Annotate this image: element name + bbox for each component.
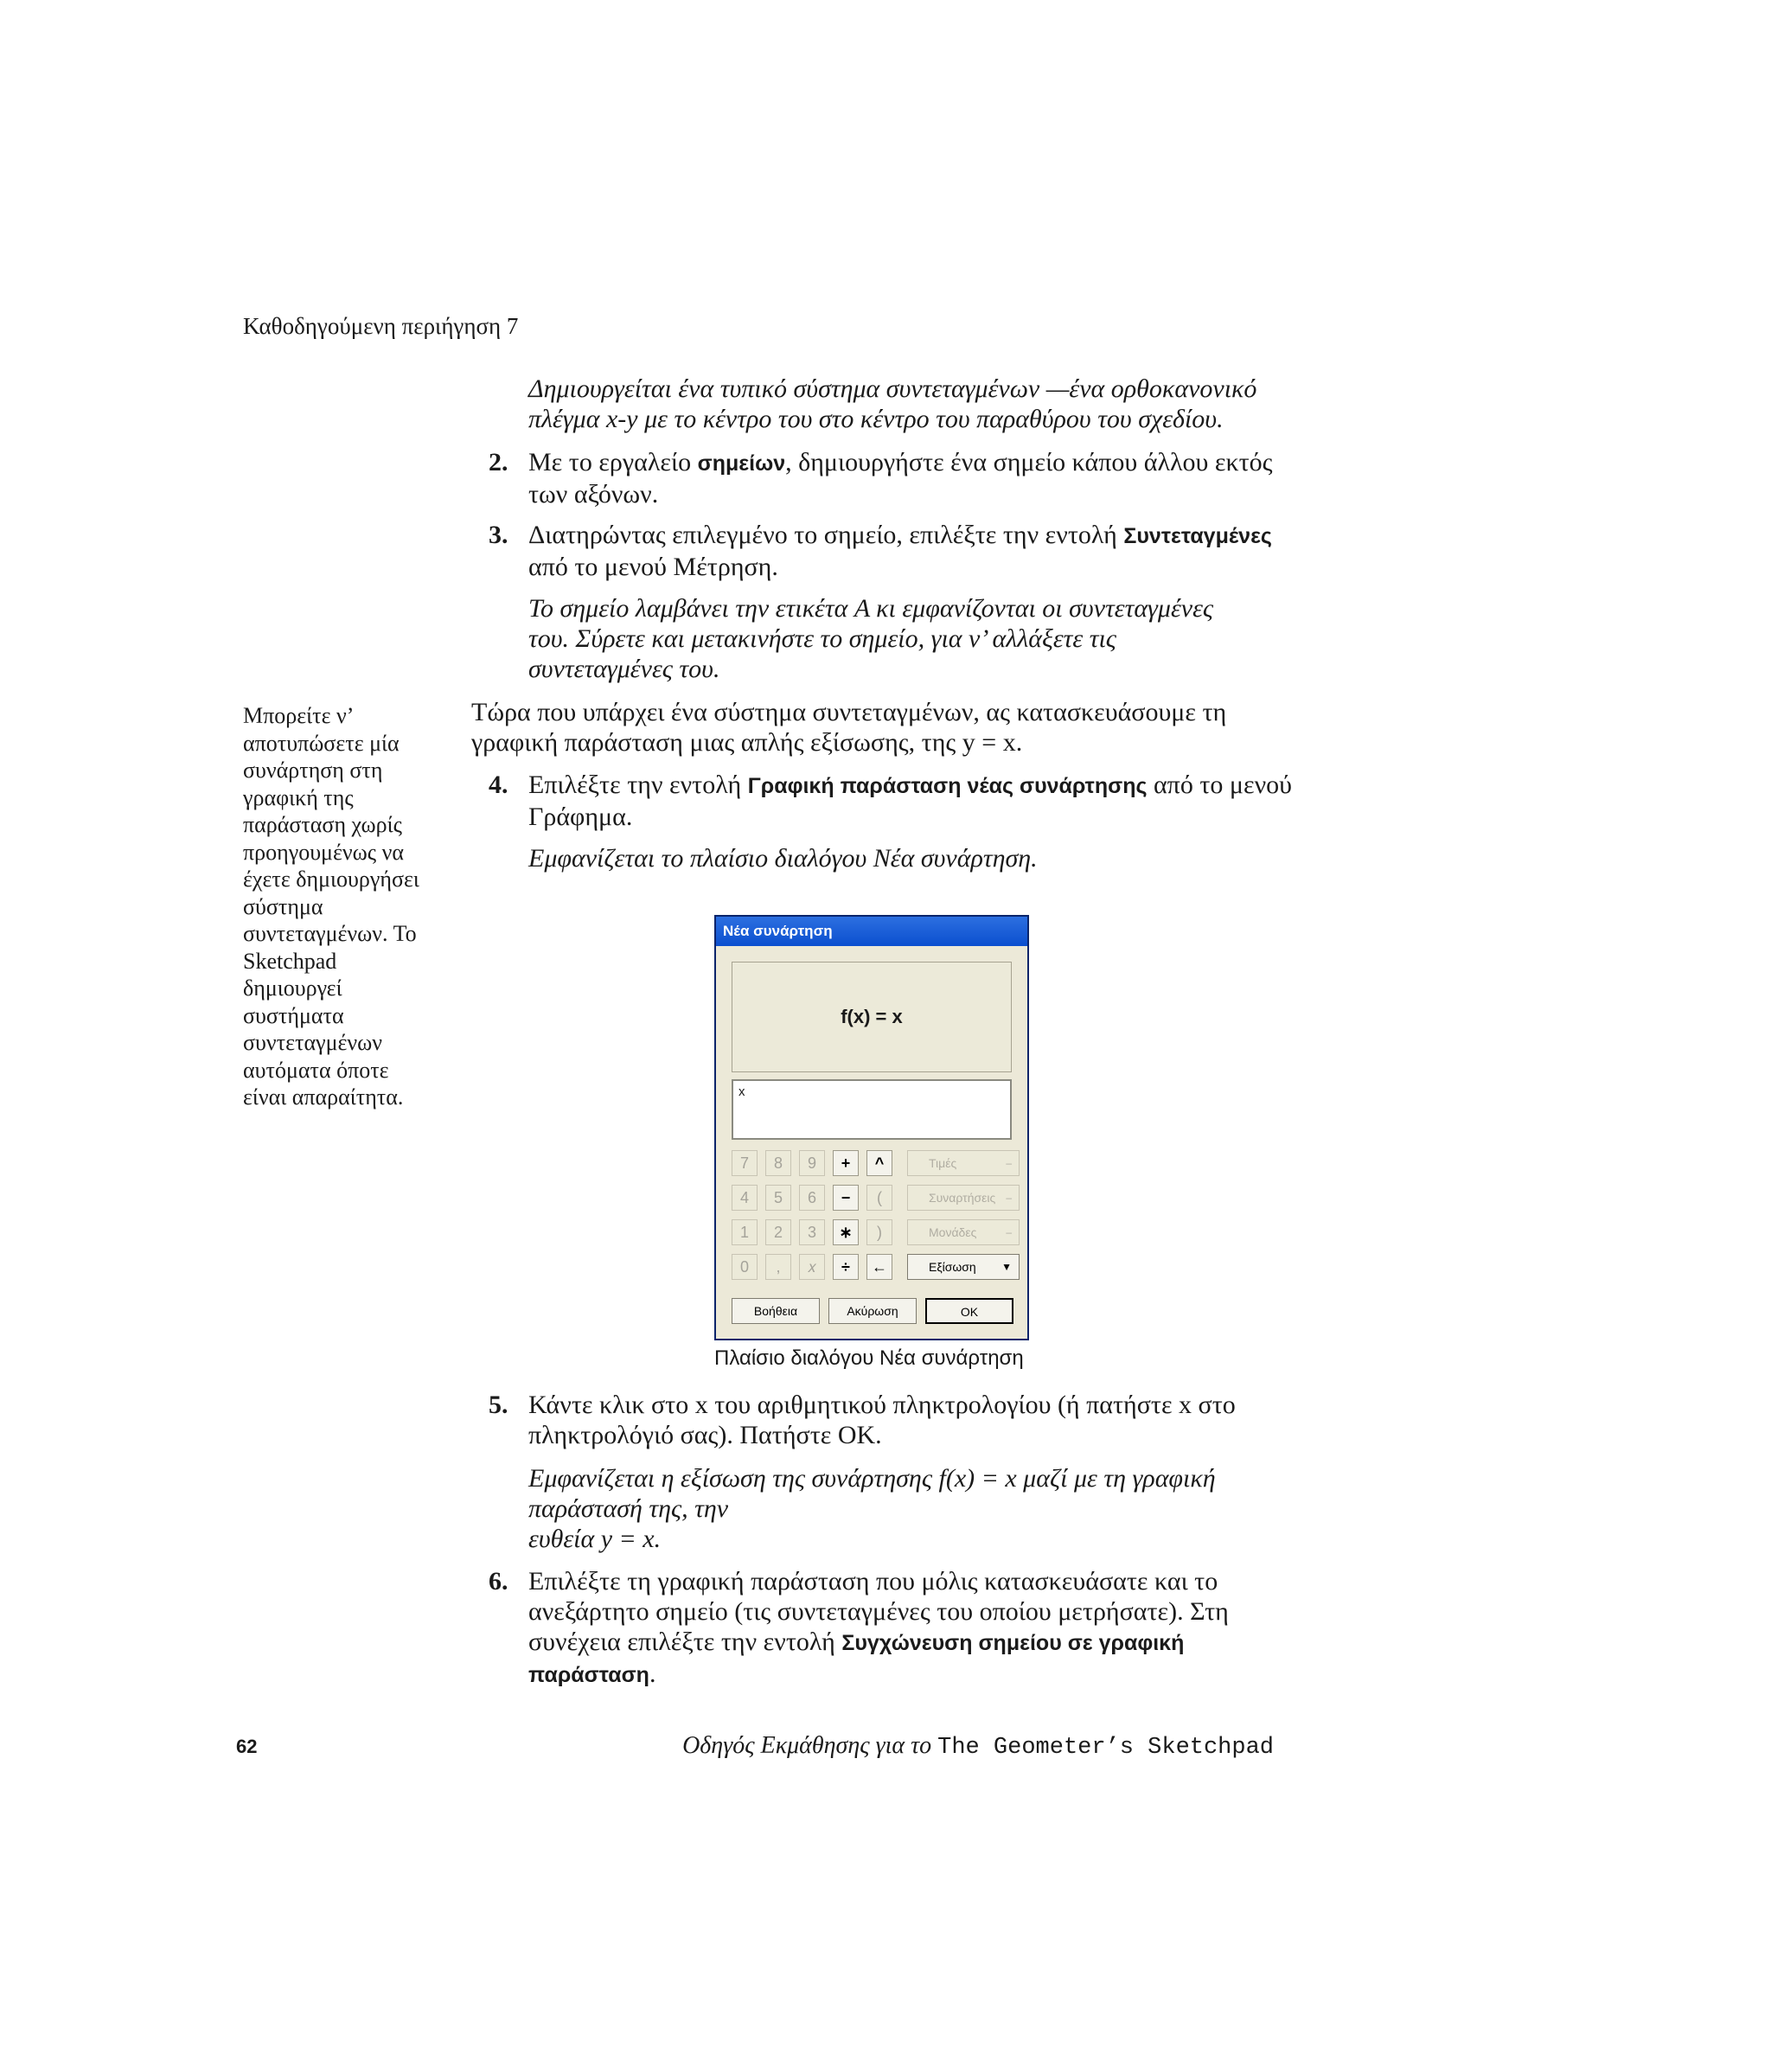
key-2[interactable]: 2 xyxy=(765,1219,791,1245)
key-plus[interactable]: + xyxy=(833,1150,859,1176)
text-line: του. Σύρετε και μετακινήστε το σημείο, για ν’ αλλάξετε τις xyxy=(528,624,1116,653)
units-menu[interactable] xyxy=(907,1219,1020,1245)
result-note-5 xyxy=(528,1463,1289,1554)
help-button[interactable]: Βοήθεια xyxy=(732,1298,820,1324)
text-line: από το μενού Μέτρηση. xyxy=(528,553,778,581)
intro-paragraph xyxy=(471,697,1293,758)
key-power[interactable]: ^ xyxy=(866,1150,892,1176)
command-name: Συγχώνευση σημείου σε γραφική παράσταση xyxy=(528,1631,1185,1687)
text-line: Το σημείο λαμβάνει την ετικέτα A κι εμφανίζονται οι συντεταγμένες xyxy=(528,594,1214,623)
key-4[interactable]: 4 xyxy=(732,1185,758,1211)
margin-line: συντεταγμένων xyxy=(243,1030,383,1055)
command-name: Συντεταγμένες xyxy=(1123,524,1272,548)
margin-line: Sketchpad xyxy=(243,948,337,974)
margin-line: συστήματα xyxy=(243,1002,344,1028)
text-span: Επιλέξτε την εντολή xyxy=(528,771,748,799)
text-span: . xyxy=(649,1660,656,1688)
product-name: The Geometer’s Sketchpad xyxy=(937,1735,1274,1761)
key-right-paren[interactable]: ) xyxy=(866,1219,892,1245)
dash-icon: – xyxy=(1006,1192,1012,1204)
text-line: παράστασή της, την xyxy=(528,1494,729,1523)
key-6[interactable]: 6 xyxy=(799,1185,825,1211)
text-span: Με το εργαλείο xyxy=(528,448,698,476)
footer-title xyxy=(682,1732,1274,1761)
text-line: γραφική παράσταση μιας απλής εξίσωσης, της y = x. xyxy=(471,728,1023,757)
text-line: ανεξάρτητο σημείο (τις συντεταγμένες του οποίου μετρήσατε). Στη xyxy=(528,1597,1229,1626)
step-text xyxy=(528,1390,1293,1450)
margin-line: παράσταση χωρίς xyxy=(243,812,402,837)
text-span: , δημιουργήστε ένα σημείο κάπου άλλου εκτός xyxy=(785,448,1273,476)
new-function-dialog xyxy=(714,915,1029,1340)
page-number: 62 xyxy=(236,1736,258,1757)
margin-line: αυτόματα όποτε xyxy=(243,1057,389,1083)
ok-button[interactable]: OK xyxy=(925,1298,1013,1324)
key-8[interactable]: 8 xyxy=(765,1150,791,1176)
result-note-4 xyxy=(528,843,1289,873)
margin-line: σύστημα xyxy=(243,893,323,919)
margin-line: συντεταγμένων. Το xyxy=(243,921,417,946)
step-2 xyxy=(489,447,1293,509)
text-line: Γράφημα. xyxy=(528,803,633,831)
function-display: f(x) = x xyxy=(732,962,1012,1072)
triangle-down-icon: ▼ xyxy=(1001,1261,1012,1273)
key-multiply[interactable]: ∗ xyxy=(833,1219,859,1245)
text-line: Δημιουργείται ένα τυπικό σύστημα συντεταγμένων —ένα ορθοκανονικό xyxy=(528,374,1257,403)
step-5 xyxy=(489,1390,1293,1450)
values-menu[interactable] xyxy=(907,1150,1020,1176)
running-head: Καθοδηγούμενη περιήγηση 7 xyxy=(243,313,519,339)
units-label: Μονάδες xyxy=(929,1225,977,1239)
key-left-paren[interactable]: ( xyxy=(866,1185,892,1211)
key-1[interactable]: 1 xyxy=(732,1219,758,1245)
key-7[interactable]: 7 xyxy=(732,1150,758,1176)
step-number: 4. xyxy=(489,771,508,799)
margin-line: Μπορείτε ν’ xyxy=(243,703,355,728)
dash-icon: – xyxy=(1006,1226,1012,1238)
step-4 xyxy=(489,770,1293,832)
key-3[interactable]: 3 xyxy=(799,1219,825,1245)
text-line: πληκτρολόγιό σας). Πατήστε OK. xyxy=(528,1421,882,1449)
result-note-1 xyxy=(528,374,1289,434)
key-minus[interactable]: − xyxy=(833,1185,859,1211)
key-x[interactable]: 𝑥 xyxy=(799,1254,825,1280)
text-line: Εμφανίζεται η εξίσωση της συνάρτησης f(x) = x μαζί με τη γραφική xyxy=(528,1464,1216,1493)
text-line: των αξόνων. xyxy=(528,480,659,508)
equation-menu[interactable] xyxy=(907,1254,1020,1280)
figure-caption: Πλαίσιο διαλόγου Νέα συνάρτηση xyxy=(714,1346,1024,1370)
text-line: ευθεία y = x. xyxy=(528,1525,662,1553)
footer-title-text: Οδηγός Εκμάθησης για το xyxy=(682,1732,938,1759)
key-5[interactable]: 5 xyxy=(765,1185,791,1211)
key-9[interactable]: 9 xyxy=(799,1150,825,1176)
margin-line: δημιουργεί xyxy=(243,975,342,1001)
step-text xyxy=(528,770,1293,832)
key-comma[interactable]: , xyxy=(765,1254,791,1280)
expression-input[interactable]: x xyxy=(732,1079,1012,1140)
step-number: 2. xyxy=(489,448,508,476)
text-line: Επιλέξτε τη γραφική παράσταση που μόλις κατασκευάσατε και το xyxy=(528,1567,1218,1596)
step-number: 3. xyxy=(489,521,508,549)
step-text xyxy=(528,1566,1293,1691)
functions-label: Συναρτήσεις xyxy=(929,1191,996,1205)
key-divide[interactable]: ÷ xyxy=(833,1254,859,1280)
margin-line: έχετε δημιουργήσει xyxy=(243,867,419,892)
margin-line: προηγουμένως να xyxy=(243,839,404,865)
functions-menu[interactable] xyxy=(907,1185,1020,1211)
step-3 xyxy=(489,520,1293,582)
text-span: συνέχεια επιλέξτε την εντολή xyxy=(528,1628,842,1656)
step-number: 5. xyxy=(489,1391,508,1419)
step-6 xyxy=(489,1566,1293,1691)
text-span: από το μενού xyxy=(1147,771,1292,799)
dialog-title: Νέα συνάρτηση xyxy=(716,917,1027,946)
equation-label: Εξίσωση xyxy=(929,1260,976,1274)
tool-name: σημείων xyxy=(697,451,786,476)
margin-line: είναι απαραίτητα. xyxy=(243,1084,404,1110)
margin-line: αποτυπώσετε μία xyxy=(243,730,400,756)
key-0[interactable]: 0 xyxy=(732,1254,758,1280)
cancel-button[interactable]: Ακύρωση xyxy=(828,1298,917,1324)
margin-line: γραφική της xyxy=(243,784,354,810)
margin-note xyxy=(243,702,442,1111)
margin-line: συνάρτηση στη xyxy=(243,758,383,783)
step-text xyxy=(528,520,1293,582)
text-line: πλέγμα x-y με το κέντρο του στο κέντρο του παραθύρου του σχεδίου. xyxy=(528,405,1224,433)
dash-icon: – xyxy=(1006,1157,1012,1169)
text-line: Κάντε κλικ στο x του αριθμητικού πληκτρολογίου (ή πατήστε x στο xyxy=(528,1391,1236,1419)
text-span: Διατηρώντας επιλεγμένο το σημείο, επιλέξτε την εντολή xyxy=(528,521,1124,549)
command-name: Γραφική παράσταση νέας συνάρτησης xyxy=(747,774,1148,798)
step-number: 6. xyxy=(489,1567,508,1596)
text-line: συντεταγμένες του. xyxy=(528,655,720,683)
text-line: Εμφανίζεται το πλαίσιο διαλόγου Νέα συνάρτηση. xyxy=(528,844,1038,873)
step-text xyxy=(528,447,1293,509)
key-backspace[interactable]: ← xyxy=(866,1254,892,1280)
text-line: Τώρα που υπάρχει ένα σύστημα συντεταγμένων, ας κατασκευάσουμε τη xyxy=(471,698,1227,726)
result-note-3 xyxy=(528,593,1289,684)
values-label: Τιμές xyxy=(929,1156,957,1170)
